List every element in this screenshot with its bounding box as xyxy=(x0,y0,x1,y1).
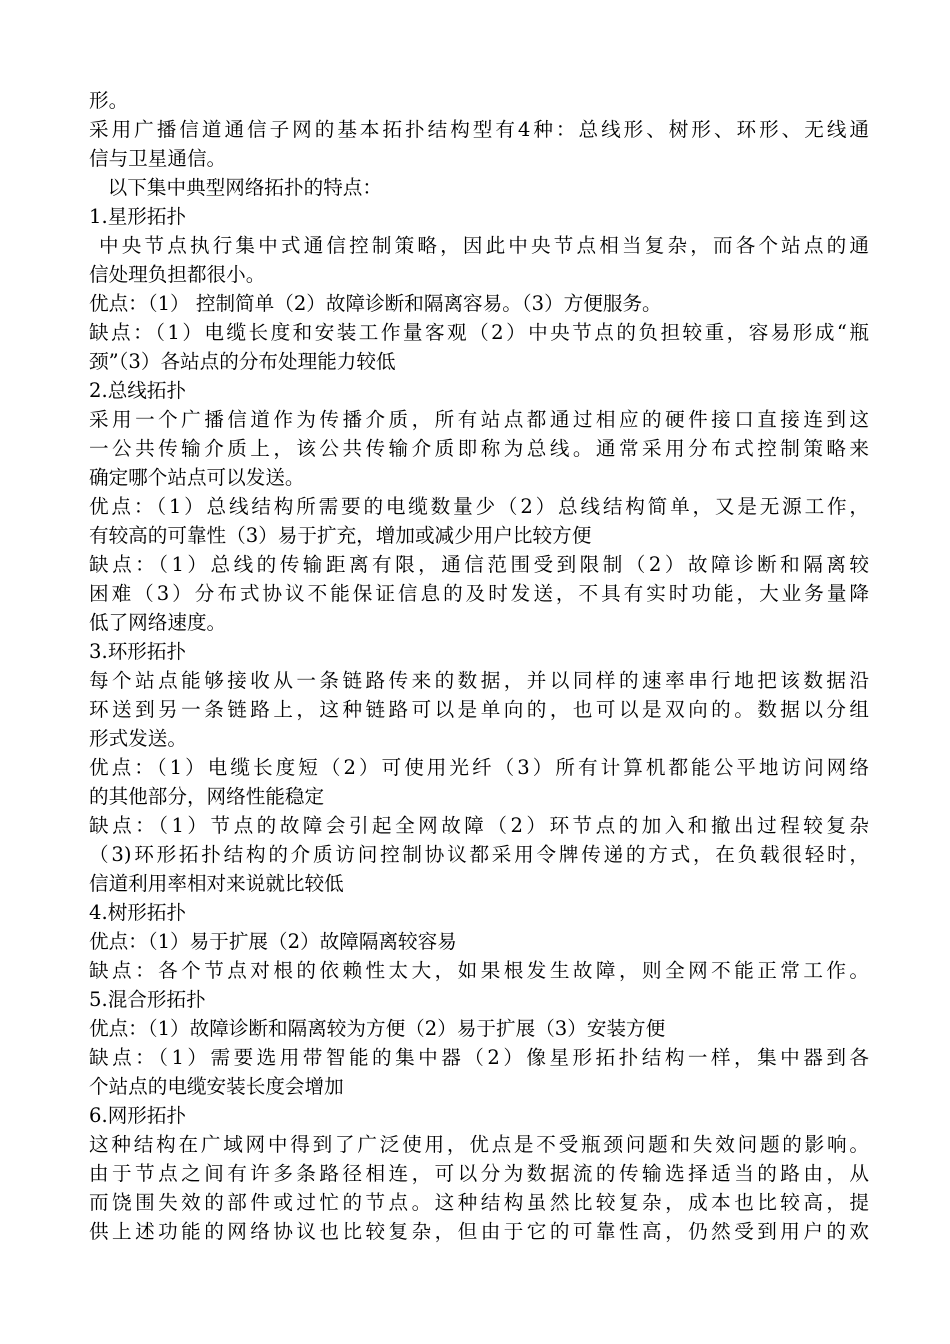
text-line: 缺点：（1）节点的故障会引起全网故障（2）环节点的加入和撤出过程较复杂 xyxy=(89,814,869,837)
text-line: 有较高的可靠性（3）易于扩充，增加或减少用户比较方便 xyxy=(89,524,592,547)
text-line: 采用广播信道通信子网的基本拓扑结构型有4种：总线形、树形、环形、无线通 xyxy=(89,118,869,141)
text-line: （3)环形拓扑结构的介质访问控制协议都采用令牌传递的方式，在负载很轻时， xyxy=(89,843,869,866)
section-heading: 4.树形拓扑 xyxy=(89,901,187,924)
section-heading: 1.星形拓扑 xyxy=(89,205,187,228)
text-line: 优点：（1） 控制简单（2）故障诊断和隔离容易。（3）方便服务。 xyxy=(89,292,662,315)
text-line: 以下集中典型网络拓扑的特点： xyxy=(89,176,382,199)
text-line: 每个站点能够接收从一条链路传来的数据，并以同样的速率串行地把该数据沿 xyxy=(89,669,869,692)
section-heading: 5.混合形拓扑 xyxy=(89,988,206,1011)
section-heading: 2.总线拓扑 xyxy=(89,379,187,402)
text-line: 缺点：（1）电缆长度和安装工作量客观（2）中央节点的负担较重，容易形成“瓶 xyxy=(89,321,869,344)
text-line: 采用一个广播信道作为传播介质，所有站点都通过相应的硬件接口直接连到这 xyxy=(89,408,869,431)
section-heading: 3.环形拓扑 xyxy=(89,640,187,663)
text-line: 个站点的电缆安装长度会增加 xyxy=(89,1075,344,1098)
section-heading: 6.网形拓扑 xyxy=(89,1104,187,1127)
document-body xyxy=(89,86,869,1246)
text-line: 形。 xyxy=(89,89,129,112)
text-line: 优点：（1）电缆长度短（2）可使用光纤（3）所有计算机都能公平地访问网络 xyxy=(89,756,869,779)
text-line: 优点：（1）故障诊断和隔离较为方便（2）易于扩展（3）安装方便 xyxy=(89,1017,666,1040)
text-line: 缺点：各个节点对根的依赖性太大，如果根发生故障，则全网不能正常工作。 xyxy=(89,959,869,982)
text-line: 信道利用率相对来说就比较低 xyxy=(89,872,344,895)
text-line: 缺点：（1）总线的传输距离有限，通信范围受到限制（2）故障诊断和隔离较 xyxy=(89,553,869,576)
text-line: 环送到另一条链路上，这种链路可以是单向的，也可以是双向的。数据以分组 xyxy=(89,698,869,721)
text-line: 低了网络速度。 xyxy=(89,611,227,634)
text-line: 困难（3）分布式协议不能保证信息的及时发送，不具有实时功能，大业务量降 xyxy=(89,582,869,605)
text-line: 颈”（3）各站点的分布处理能力较低 xyxy=(89,350,396,373)
text-line: 信处理负担都很小。 xyxy=(89,263,266,286)
text-line: 形式发送。 xyxy=(89,727,187,750)
text-line: 优点：（1）总线结构所需要的电缆数量少（2）总线结构简单，又是无源工作， xyxy=(89,495,869,518)
text-line: 供上述功能的网络协议也比较复杂，但由于它的可靠性高，仍然受到用户的欢 xyxy=(89,1220,869,1243)
text-line: 缺点：（1）需要选用带智能的集中器（2）像星形拓扑结构一样，集中器到各 xyxy=(89,1046,869,1069)
text-line: 由于节点之间有许多条路径相连，可以分为数据流的传输选择适当的路由，从 xyxy=(89,1162,869,1185)
text-line: 确定哪个站点可以发送。 xyxy=(89,466,305,489)
text-line: 一公共传输介质上，该公共传输介质即称为总线。通常采用分布式控制策略来 xyxy=(89,437,869,460)
text-line: 优点：（1）易于扩展（2）故障隔离较容易 xyxy=(89,930,457,953)
text-line: 信与卫星通信。 xyxy=(89,147,227,170)
text-line: 的其他部分，网络性能稳定 xyxy=(89,785,325,808)
text-line: 中央节点执行集中式通信控制策略，因此中央节点相当复杂，而各个站点的通 xyxy=(99,234,869,257)
text-line: 这种结构在广域网中得到了广泛使用，优点是不受瓶颈问题和失效问题的影响。 xyxy=(89,1133,869,1156)
text-line: 而饶围失效的部件或过忙的节点。这种结构虽然比较复杂，成本也比较高，提 xyxy=(89,1191,869,1214)
